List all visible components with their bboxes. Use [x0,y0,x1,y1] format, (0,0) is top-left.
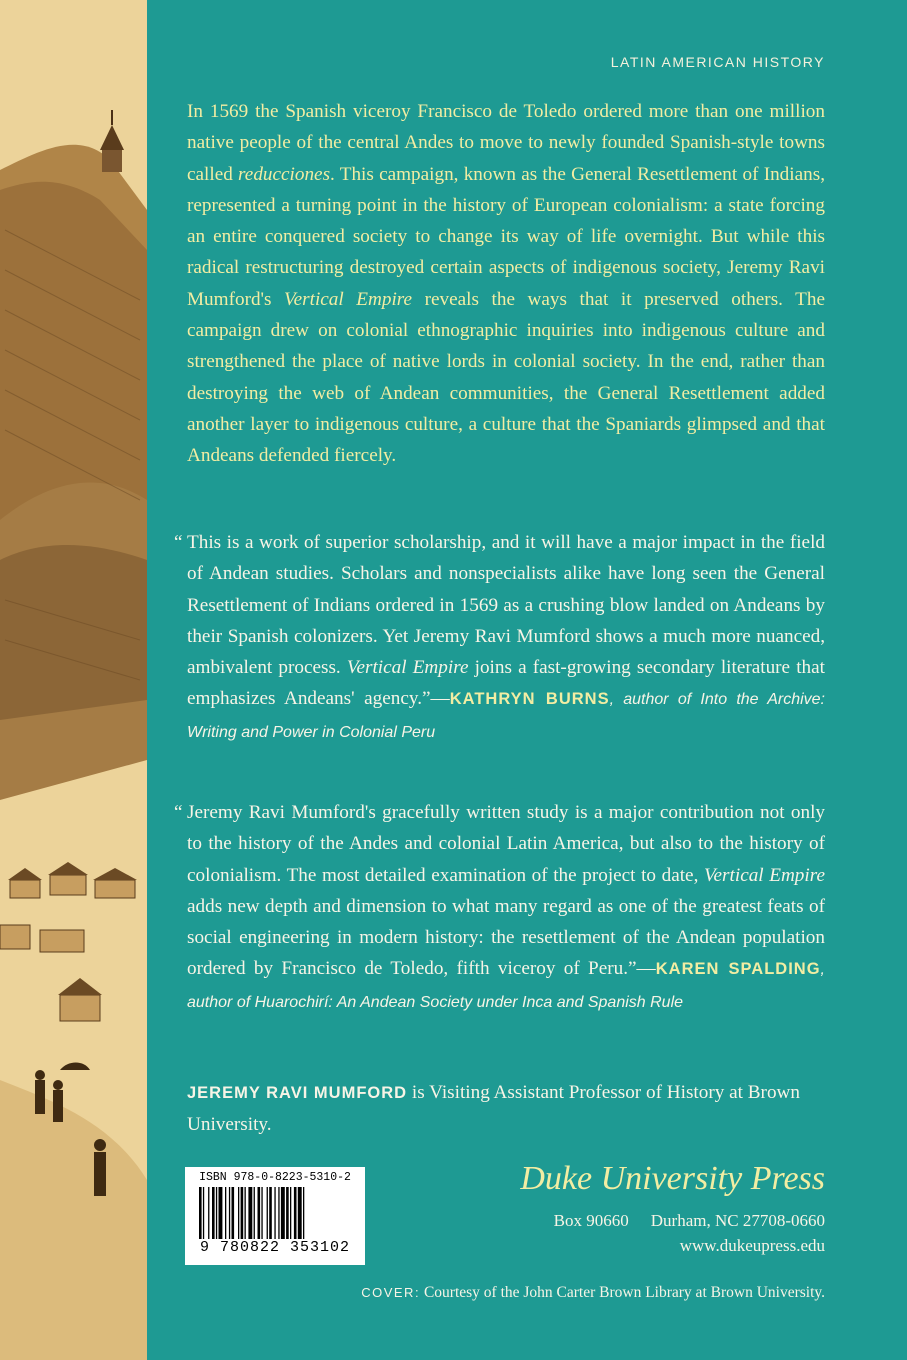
barcode-bar [269,1187,272,1239]
quote-text: adds new depth and dimension to what many regard as one of the greatest feats of social engineering in modern history: the resettlement of the Andean population ordered by Francisco de Toledo, fifth viceroy of Peru.”— [187,895,825,980]
author-bio [187,1077,827,1141]
credit-label: COVER: [361,1285,421,1300]
quote-book-title: Vertical Empire [346,657,469,679]
endorsement-burns [174,527,825,748]
barcode-bar [199,1187,202,1239]
author-of: , author of [609,691,701,709]
barcode-bar [241,1187,244,1239]
address-city: Durham, NC 27708-0660 [650,1211,825,1230]
barcode-bar [258,1187,261,1239]
quote-book-title: Vertical Empire [703,864,825,886]
barcode-bar [208,1187,209,1239]
author-of: , author of [187,961,825,1011]
endorsement-spalding [174,797,825,1018]
barcode-bar [294,1187,297,1239]
barcode-bar [303,1187,304,1239]
barcode-bar [290,1187,291,1239]
barcode-bar [232,1187,235,1239]
open-quote: “ [174,532,183,553]
barcode-bars [199,1187,351,1239]
barcode-bar [281,1187,285,1239]
publisher-name: Duke University Press [520,1160,825,1197]
isbn-text: ISBN 978-0-8223-5310-2 [199,1171,351,1184]
blurb-term: reducciones [238,163,331,185]
blurb-part: reveals the ways that it preserved others. The campaign drew on colonial ethnographic inquiries into indigenous culture and strengthened the place of native lords in colonial society. In the end, rather than destroying the web of Andean communities, the General Resettlement added another layer to indigenous culture, a culture that the Spaniards glimpsed and that Andeans defended fiercely. [187,288,826,467]
engraving-illustration [0,0,147,1360]
address-box: Box 90660 [553,1211,629,1230]
quote-text: This is a work of superior scholarship, and it will have a major impact in the field of Andean studies. Scholars and nonspecialists alike have long seen the General Resettlement of Indians ordered in 1569 as a crushing blow landed on Andeans by their Spanish colonizers. Yet Jeremy Ravi Mumford shows a much more nuanced, ambivalent process. [187,532,825,679]
genre-label: LATIN AMERICAN HISTORY [610,54,825,70]
barcode-bar [267,1187,268,1239]
cover-credit [361,1284,825,1302]
barcode-bar [248,1187,252,1239]
cover-engraving [0,0,147,1360]
open-quote: “ [174,802,183,823]
barcode-bar [254,1187,255,1239]
barcode-bar [298,1187,302,1239]
barcode-bar [219,1187,223,1239]
endorser-name: KAREN SPALDING [655,960,821,979]
barcode-bar [216,1187,217,1239]
blurb-book-title: Vertical Empire [284,288,413,310]
bio-text: is Visiting Assistant Professor of History at Brown University. [187,1082,800,1136]
barcode-bar [229,1187,230,1239]
endorser-work: Into the Archive: Writing and Power in Colonial Peru [187,691,825,741]
blurb-part: . This campaign, known as the General Resettlement of Indians, represented a turning point in the history of European colonialism: a state forcing an entire conquered society to change its way of life overnight. But while this radical restructuring destroyed certain aspects of indigenous society, Jeremy Ravi Mumford's [187,163,825,310]
barcode-bar [203,1187,204,1239]
barcode-digits: 9 780822 353102 [199,1239,351,1256]
barcode-bar [238,1187,239,1239]
barcode-bar [212,1187,215,1239]
barcode-bar [245,1187,246,1239]
barcode-bar [278,1187,279,1239]
endorser-work: Huarochirí: An Andean Society under Inca and Spanish Rule [254,993,684,1011]
barcode-bar [261,1187,262,1239]
blurb-part: In 1569 the Spanish viceroy Francisco de Toledo ordered more than one million native people of the central Andes to move to newly founded Spanish-style towns called [187,101,825,185]
isbn-barcode [185,1167,365,1265]
quote-text: Jeremy Ravi Mumford's gracefully written study is a major contribution not only to the history of the Andes and colonial Latin America, but also to the history of colonialism. The most detailed examination of the project to date, [187,802,825,886]
credit-text: Courtesy of the John Carter Brown Library at Brown University. [420,1284,825,1301]
quote-text: joins a fast-growing secondary literature that emphasizes Andeans' agency.”— [187,657,825,710]
author-name: JEREMY RAVI MUMFORD [187,1084,408,1102]
book-description [187,96,825,472]
barcode-bar [274,1187,275,1239]
publisher-url[interactable]: www.dukeupress.edu [679,1236,825,1255]
barcode-bar [286,1187,289,1239]
barcode-bar [225,1187,226,1239]
publisher-address [554,1208,825,1258]
endorser-name: KATHRYN BURNS [449,690,610,709]
